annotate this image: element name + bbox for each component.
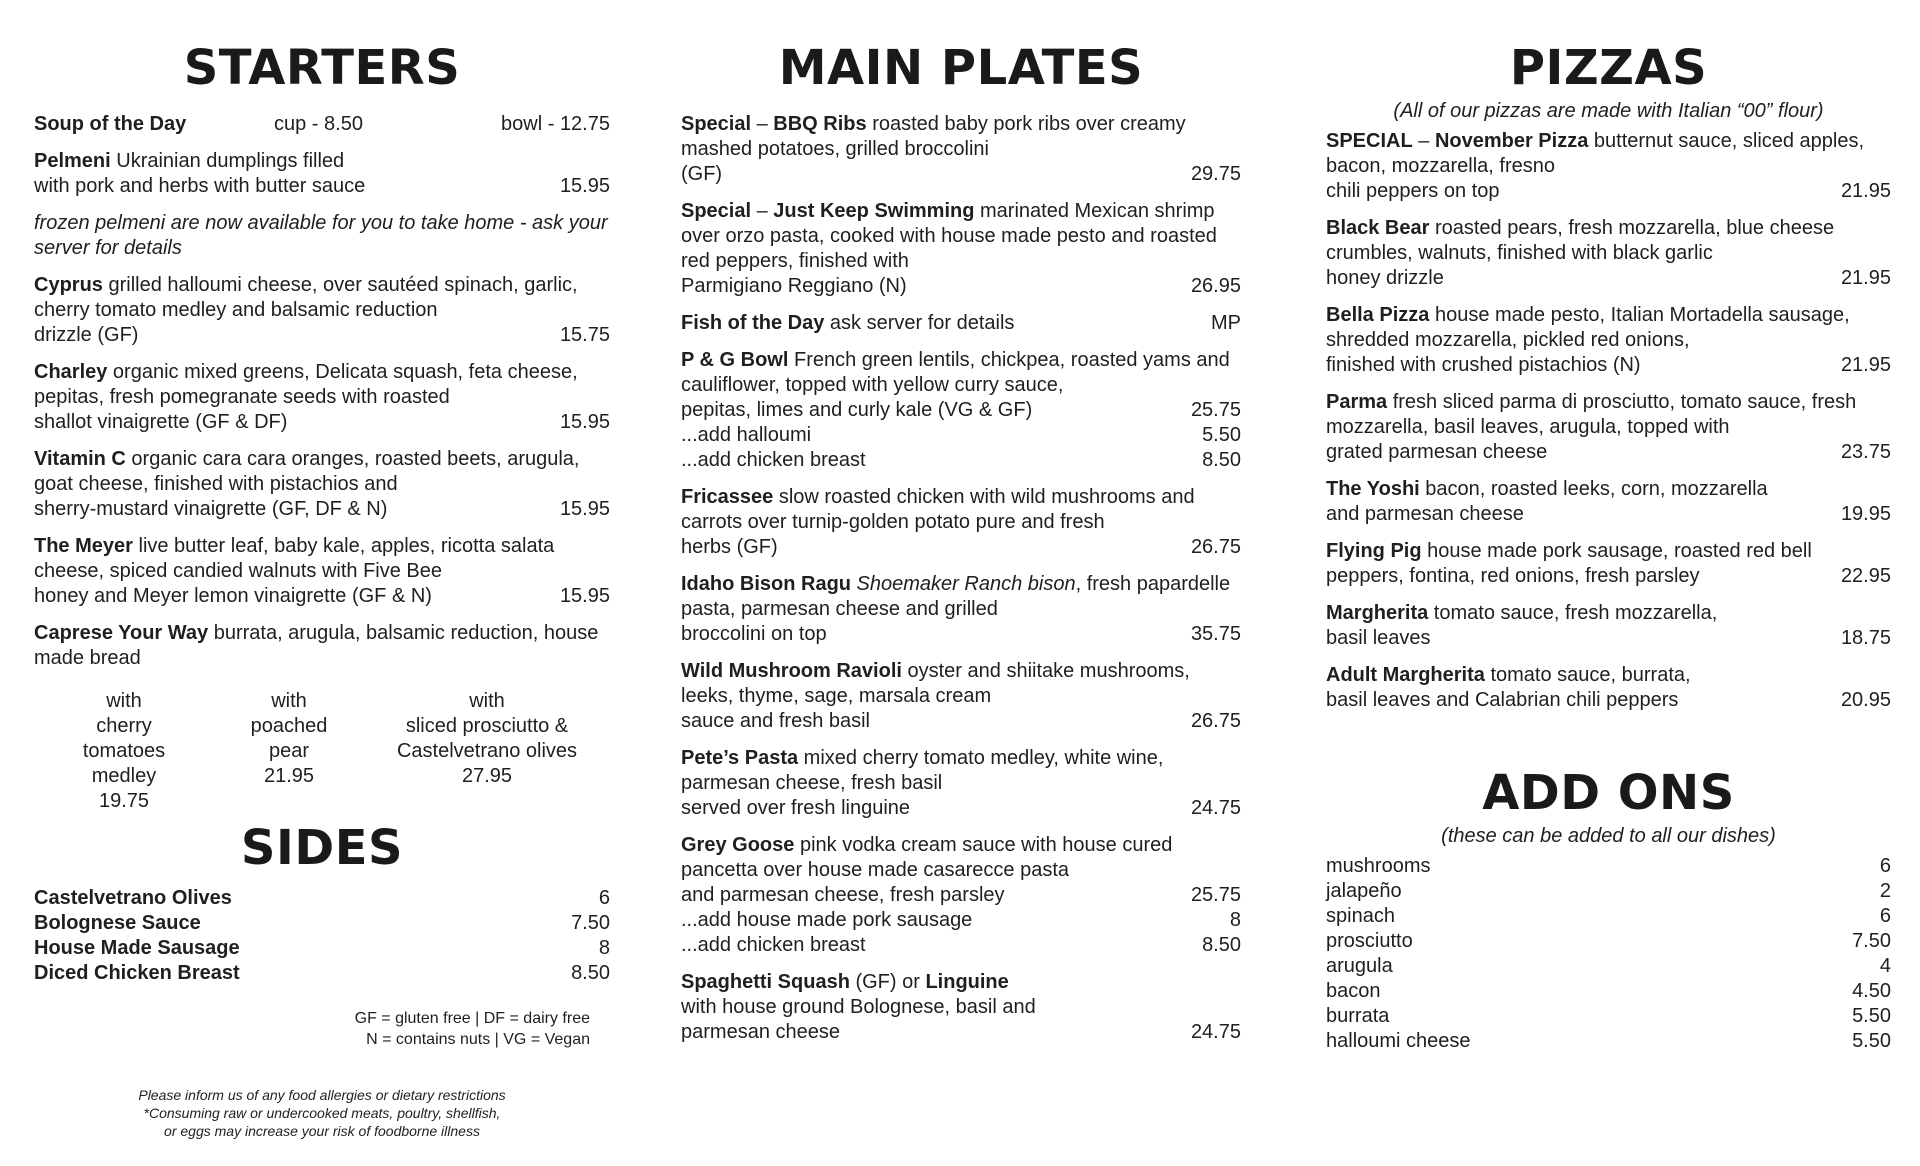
item-dash: – <box>751 113 774 135</box>
menu-item-soup <box>34 112 610 137</box>
item-desc: marinated Mexican shrimp over orzo pasta, cooked with house made pesto and roasted red peppers, finished with <box>681 200 1217 272</box>
item-name: BBQ Ribs <box>773 113 867 135</box>
side-item <box>34 961 610 986</box>
item-addon-price: 5.50 <box>1202 424 1241 446</box>
item-desc: , fresh papardelle pasta, parmesan cheese and grilled <box>681 573 1231 620</box>
menu-item-the-meyer <box>34 534 610 609</box>
item-desc: sauce and fresh basil <box>681 710 871 732</box>
item-desc: house made pesto, Italian Mortadella sausage, shredded mozzarella, pickled red onions, <box>1326 304 1850 351</box>
item-price: 15.95 <box>559 585 610 607</box>
addon-price: 4.50 <box>1852 980 1891 1002</box>
menu-item-spaghetti-squash <box>681 970 1241 1045</box>
side-name: Castelvetrano Olives <box>34 887 232 909</box>
item-desc: butternut sauce, sliced apples, bacon, mozzarella, fresno <box>1326 130 1865 177</box>
menu-item-bbq-ribs <box>681 112 1241 187</box>
menu-item-flying-pig <box>1326 539 1891 589</box>
item-price: 24.75 <box>1190 797 1241 819</box>
item-desc: drizzle (GF) <box>34 324 139 346</box>
item-desc: pepitas, limes and curly kale (VG & GF) <box>681 399 1033 421</box>
addon-name: prosciutto <box>1326 930 1413 952</box>
item-price: 15.95 <box>559 411 610 433</box>
item-name: Soup of the Day <box>34 113 187 135</box>
item-desc: with pork and herbs with butter sauce <box>34 175 366 197</box>
item-price: 20.95 <box>1840 689 1891 711</box>
item-name: Black Bear <box>1326 217 1430 239</box>
starters-column <box>34 40 610 1140</box>
menu-item-petes-pasta <box>681 746 1241 821</box>
item-dash: – <box>751 200 774 222</box>
item-desc: honey and Meyer lemon vinaigrette (GF & N) <box>34 585 432 607</box>
menu-item-fricassee <box>681 485 1241 560</box>
item-prefix: Special <box>681 113 752 135</box>
addon-item <box>1326 979 1891 1004</box>
menu-item-black-bear <box>1326 216 1891 291</box>
legend-line: N = contains nuts | VG = Vegan <box>366 1031 590 1048</box>
pizzas-title: PIZZAS <box>1509 40 1708 96</box>
item-desc: and parmesan cheese, fresh parsley <box>681 884 1005 906</box>
addon-name: bacon <box>1326 980 1381 1002</box>
item-price: 21.95 <box>1840 354 1891 376</box>
item-price: 26.75 <box>1190 710 1241 732</box>
item-desc: shallot vinaigrette (GF & DF) <box>34 411 288 433</box>
item-desc: live butter leaf, baby kale, apples, ricotta salata cheese, spiced candied walnuts with Five Bee <box>34 535 555 582</box>
dietary-legend <box>34 1008 590 1050</box>
item-desc: herbs (GF) <box>681 536 778 558</box>
addon-item <box>1326 879 1891 904</box>
side-name: Bolognese Sauce <box>34 912 201 934</box>
menu-item-charley <box>34 360 610 435</box>
item-desc: house made pork sausage, roasted red bell <box>1421 540 1812 562</box>
legend-line: GF = gluten free | DF = dairy free <box>354 1010 590 1027</box>
pizzas-note: (All of our pizzas are made with Italian “00” flour) <box>1393 100 1824 122</box>
item-name: Spaghetti Squash <box>681 971 850 993</box>
item-desc: roasted pears, fresh mozzarella, blue cheese crumbles, walnuts, finished with black garlic <box>1326 217 1835 264</box>
item-source: Shoemaker Ranch bison <box>851 573 1076 595</box>
item-addon: ...add chicken breast <box>681 449 866 471</box>
menu-item-just-keep-swimming <box>681 199 1241 299</box>
item-name: The Yoshi <box>1326 478 1420 500</box>
addon-name: burrata <box>1326 1005 1390 1027</box>
menu-item-pg-bowl <box>681 348 1241 473</box>
item-price: 19.95 <box>1840 503 1891 525</box>
side-price: 6 <box>598 887 610 909</box>
item-name: Idaho Bison Ragu <box>681 573 851 595</box>
addon-price: 6 <box>1879 905 1891 927</box>
addons-title: ADD ONS <box>1482 765 1735 821</box>
item-addon: ...add halloumi <box>681 424 812 446</box>
addon-price: 4 <box>1879 955 1891 977</box>
item-price: 25.75 <box>1190 399 1241 421</box>
item-desc: oyster and shiitake mushrooms, leeks, thyme, sage, marsala cream <box>681 660 1190 707</box>
item-name: Bella Pizza <box>1326 304 1430 326</box>
item-price: 15.95 <box>559 175 610 197</box>
item-desc: grated parmesan cheese <box>1326 441 1548 463</box>
addon-name: spinach <box>1326 905 1395 927</box>
disclaimer-line: *Consuming raw or undercooked meats, poultry, shellfish, <box>143 1105 501 1121</box>
item-desc: chili peppers on top <box>1326 180 1500 202</box>
menu-item-grey-goose <box>681 833 1241 958</box>
item-price: 22.95 <box>1840 565 1891 587</box>
item-name: Fish of the Day <box>681 312 825 334</box>
item-desc: ask server for details <box>824 312 1015 334</box>
item-addon-price: 8.50 <box>1202 934 1241 956</box>
caprese-options <box>34 689 610 814</box>
menu-item-vitamin-c <box>34 447 610 522</box>
item-desc: grilled halloumi cheese, over sautéed spinach, garlic, cherry tomato medley and balsamic reduction <box>34 274 578 321</box>
item-addon: ...add house made pork sausage <box>681 909 973 931</box>
addons-note: (these can be added to all our dishes) <box>1441 825 1776 847</box>
item-price: 21.95 <box>1840 180 1891 202</box>
item-desc: bacon, roasted leeks, corn, mozzarella <box>1419 478 1768 500</box>
item-desc: pink vodka cream sauce with house cured pancetta over house made casarecce pasta <box>681 834 1173 881</box>
item-name: P & G Bowl <box>681 349 789 371</box>
item-price: 15.95 <box>559 498 610 520</box>
item-desc: basil leaves <box>1326 627 1431 649</box>
item-name: Vitamin C <box>34 448 126 470</box>
item-desc: broccolini on top <box>681 623 827 645</box>
item-name: Wild Mushroom Ravioli <box>681 660 902 682</box>
item-name: The Meyer <box>34 535 133 557</box>
item-name: Fricassee <box>681 486 774 508</box>
addon-price: 6 <box>1879 855 1891 877</box>
item-name: Flying Pig <box>1326 540 1422 562</box>
item-name: Margherita <box>1326 602 1429 624</box>
item-name: Pelmeni <box>34 150 111 172</box>
item-desc: tomato sauce, burrata, <box>1484 664 1691 686</box>
item-desc: and parmesan cheese <box>1326 503 1524 525</box>
addon-price: 5.50 <box>1852 1005 1891 1027</box>
menu-item-pelmeni <box>34 149 610 199</box>
item-dash: – <box>1412 130 1435 152</box>
addon-price: 5.50 <box>1852 1030 1891 1052</box>
item-desc: with house ground Bolognese, basil and <box>681 996 1036 1018</box>
menu-item-bison-ragu <box>681 572 1241 647</box>
item-desc: honey drizzle <box>1326 267 1444 289</box>
item-desc: slow roasted chicken with wild mushrooms and carrots over turnip-golden potato pure and fresh <box>681 486 1195 533</box>
item-price-bowl: bowl - 12.75 <box>501 113 610 135</box>
item-name: Parma <box>1326 391 1388 413</box>
item-name-alt: Linguine <box>925 971 1009 993</box>
sides-list <box>34 886 610 986</box>
item-name: November Pizza <box>1434 130 1589 152</box>
menu-item-bella-pizza <box>1326 303 1891 378</box>
item-name: Adult Margherita <box>1326 664 1485 686</box>
menu-item-mushroom-ravioli <box>681 659 1241 734</box>
menu-item-the-yoshi <box>1326 477 1891 527</box>
item-desc: finished with crushed pistachios (N) <box>1326 354 1641 376</box>
item-desc: Ukrainian dumplings filled <box>110 150 345 172</box>
caprese-option-prosciutto: with sliced prosciutto & Castelvetrano olives 27.95 <box>396 690 578 787</box>
menu-item-margherita <box>1326 601 1891 651</box>
menu-item-adult-margherita <box>1326 663 1891 713</box>
item-name: Pete’s Pasta <box>681 747 799 769</box>
item-prefix: SPECIAL <box>1326 130 1413 152</box>
addon-name: mushrooms <box>1326 855 1431 877</box>
item-desc: French green lentils, chickpea, roasted yams and cauliflower, topped with yellow curry sauce, <box>681 349 1230 396</box>
sides-title: SIDES <box>240 820 404 876</box>
main-plates-column <box>681 40 1241 1057</box>
addon-price: 2 <box>1879 880 1891 902</box>
side-price: 8.50 <box>571 962 610 984</box>
item-price: 23.75 <box>1840 441 1891 463</box>
item-desc: parmesan cheese <box>681 1021 840 1043</box>
disclaimer-line: Please inform us of any food allergies or dietary restrictions <box>138 1087 506 1103</box>
menu-item-parma <box>1326 390 1891 465</box>
item-name: Cyprus <box>34 274 103 296</box>
item-name: Caprese Your Way <box>34 622 209 644</box>
starters-title: STARTERS <box>183 40 461 96</box>
item-price: 25.75 <box>1190 884 1241 906</box>
item-price: 26.75 <box>1190 536 1241 558</box>
item-price: 26.95 <box>1190 275 1241 297</box>
addon-name: halloumi cheese <box>1326 1030 1471 1052</box>
side-item <box>34 911 610 936</box>
item-name: Grey Goose <box>681 834 795 856</box>
item-price: 21.95 <box>1840 267 1891 289</box>
item-price: 35.75 <box>1190 623 1241 645</box>
side-name: Diced Chicken Breast <box>34 962 240 984</box>
disclaimer-line: or eggs may increase your risk of foodborne illness <box>164 1123 480 1139</box>
item-addon-price: 8.50 <box>1202 449 1241 471</box>
menu-item-fish-of-the-day <box>681 311 1241 336</box>
menu-item-caprese <box>34 621 610 671</box>
item-desc: sherry-mustard vinaigrette (GF, DF & N) <box>34 498 388 520</box>
side-item <box>34 886 610 911</box>
item-desc: mixed cherry tomato medley, white wine, parmesan cheese, fresh basil <box>681 747 1164 794</box>
addon-item <box>1326 954 1891 979</box>
addon-item <box>1326 854 1891 879</box>
item-name: Charley <box>34 361 108 383</box>
item-price: 29.75 <box>1190 163 1241 185</box>
item-desc: peppers, fontina, red onions, fresh parsley <box>1326 565 1700 587</box>
item-prefix: Special <box>681 200 752 222</box>
caprese-option-tomatoes: with cherry tomatoes medley 19.75 <box>82 690 166 812</box>
pizzas-column <box>1326 40 1891 1054</box>
allergy-disclaimer <box>34 1086 610 1140</box>
item-addon: ...add chicken breast <box>681 934 866 956</box>
addon-name: arugula <box>1326 955 1393 977</box>
item-desc: Parmigiano Reggiano (N) <box>681 275 907 297</box>
item-price: 24.75 <box>1190 1021 1241 1043</box>
menu-item-november-pizza <box>1326 129 1891 204</box>
item-price: MP <box>1211 312 1241 334</box>
addon-item <box>1326 904 1891 929</box>
menu-item-cyprus <box>34 273 610 348</box>
item-desc: roasted baby pork ribs over creamy mashed potatoes, grilled broccolini <box>681 113 1186 160</box>
addon-item <box>1326 1004 1891 1029</box>
item-desc: organic cara cara oranges, roasted beets, arugula, goat cheese, finished with pistachios and <box>34 448 580 495</box>
addons-list <box>1326 854 1891 1054</box>
main-plates-title: MAIN PLATES <box>778 40 1144 96</box>
item-price: 18.75 <box>1840 627 1891 649</box>
item-desc: burrata, arugula, balsamic reduction, house made bread <box>34 622 599 669</box>
side-name: House Made Sausage <box>34 937 240 959</box>
item-price-cup: cup - 8.50 <box>274 113 363 135</box>
item-desc: (GF) or <box>849 971 926 993</box>
addon-price: 7.50 <box>1852 930 1891 952</box>
item-desc: basil leaves and Calabrian chili peppers <box>1326 689 1679 711</box>
item-price: 15.75 <box>559 324 610 346</box>
item-desc: organic mixed greens, Delicata squash, feta cheese, pepitas, fresh pomegranate seeds with roasted <box>34 361 578 408</box>
addon-name: jalapeño <box>1326 880 1402 902</box>
side-price: 7.50 <box>571 912 610 934</box>
addon-item <box>1326 1029 1891 1054</box>
addon-item <box>1326 929 1891 954</box>
side-price: 8 <box>598 937 610 959</box>
item-desc: fresh sliced parma di prosciutto, tomato sauce, fresh mozzarella, basil leaves, arugula, topped with <box>1326 391 1857 438</box>
item-desc: served over fresh linguine <box>681 797 911 819</box>
item-name: Just Keep Swimming <box>773 200 975 222</box>
frozen-pelmeni-note: frozen pelmeni are now available for you to take home - ask your server for details <box>34 212 608 259</box>
item-desc: (GF) <box>681 163 723 185</box>
caprese-option-pear: with poached pear 21.95 <box>250 690 328 787</box>
item-addon-price: 8 <box>1229 909 1241 931</box>
item-desc: tomato sauce, fresh mozzarella, <box>1428 602 1718 624</box>
side-item <box>34 936 610 961</box>
